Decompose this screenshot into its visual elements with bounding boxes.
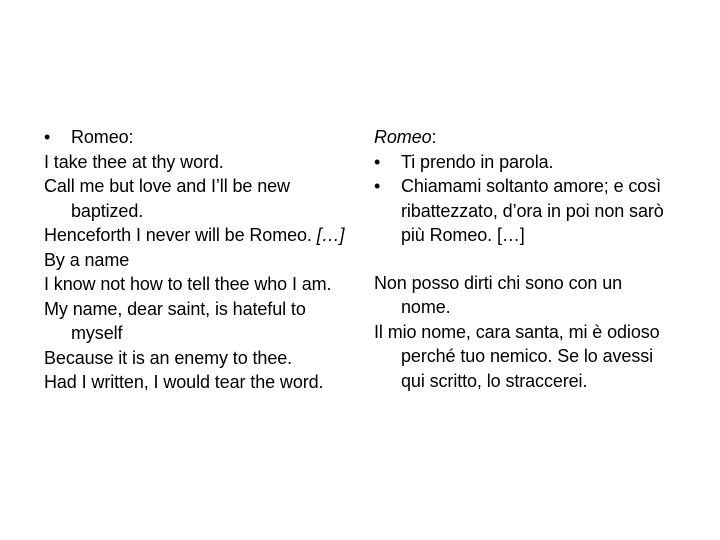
- verse-line: I take thee at thy word.: [44, 151, 224, 172]
- verse-line: [44, 223, 359, 248]
- bullet-icon: •: [44, 127, 51, 147]
- verse-line: My name, dear saint, is hateful to myself: [44, 298, 306, 343]
- verse-line: Because it is an enemy to thee.: [44, 347, 293, 368]
- italian-column: [374, 125, 674, 393]
- bullet-item: [374, 174, 674, 248]
- verse-line: Non posso dirti chi sono con un nome.: [374, 272, 623, 317]
- verse-line: Had I written, I would tear the word.: [44, 372, 324, 392]
- bullet-item: [374, 150, 674, 175]
- verse-line: Call me but love and I’ll be new baptized.: [44, 176, 290, 221]
- bullet-text: Ti prendo in parola.: [401, 151, 554, 172]
- verse-line: Il mio nome, cara santa, mi è odioso perché tuo nemico. Se lo avessi qui scritto, lo straccerei.: [374, 321, 660, 391]
- speaker-name: Romeo: [374, 127, 432, 147]
- speaker-line: [374, 125, 674, 150]
- speaker-name: Romeo: [71, 127, 129, 147]
- speaker-colon: :: [128, 127, 134, 147]
- bullet-icon: •: [374, 151, 381, 172]
- ellipsis-mark: […]: [316, 225, 345, 245]
- verse-line: I know not how to tell thee who I am.: [44, 274, 332, 294]
- speaker-colon: :: [431, 127, 437, 147]
- verse-line: By a name: [44, 249, 130, 270]
- english-column: [44, 125, 359, 395]
- paragraph-gap: [374, 248, 674, 271]
- verse-text: Henceforth I never will be Romeo.: [44, 225, 312, 245]
- speaker-line: [44, 125, 359, 150]
- bullet-text: Chiamami soltanto amore; e così ribattezzato, d’ora in poi non sarò più Romeo. […]: [401, 176, 664, 245]
- bullet-icon: •: [374, 176, 381, 196]
